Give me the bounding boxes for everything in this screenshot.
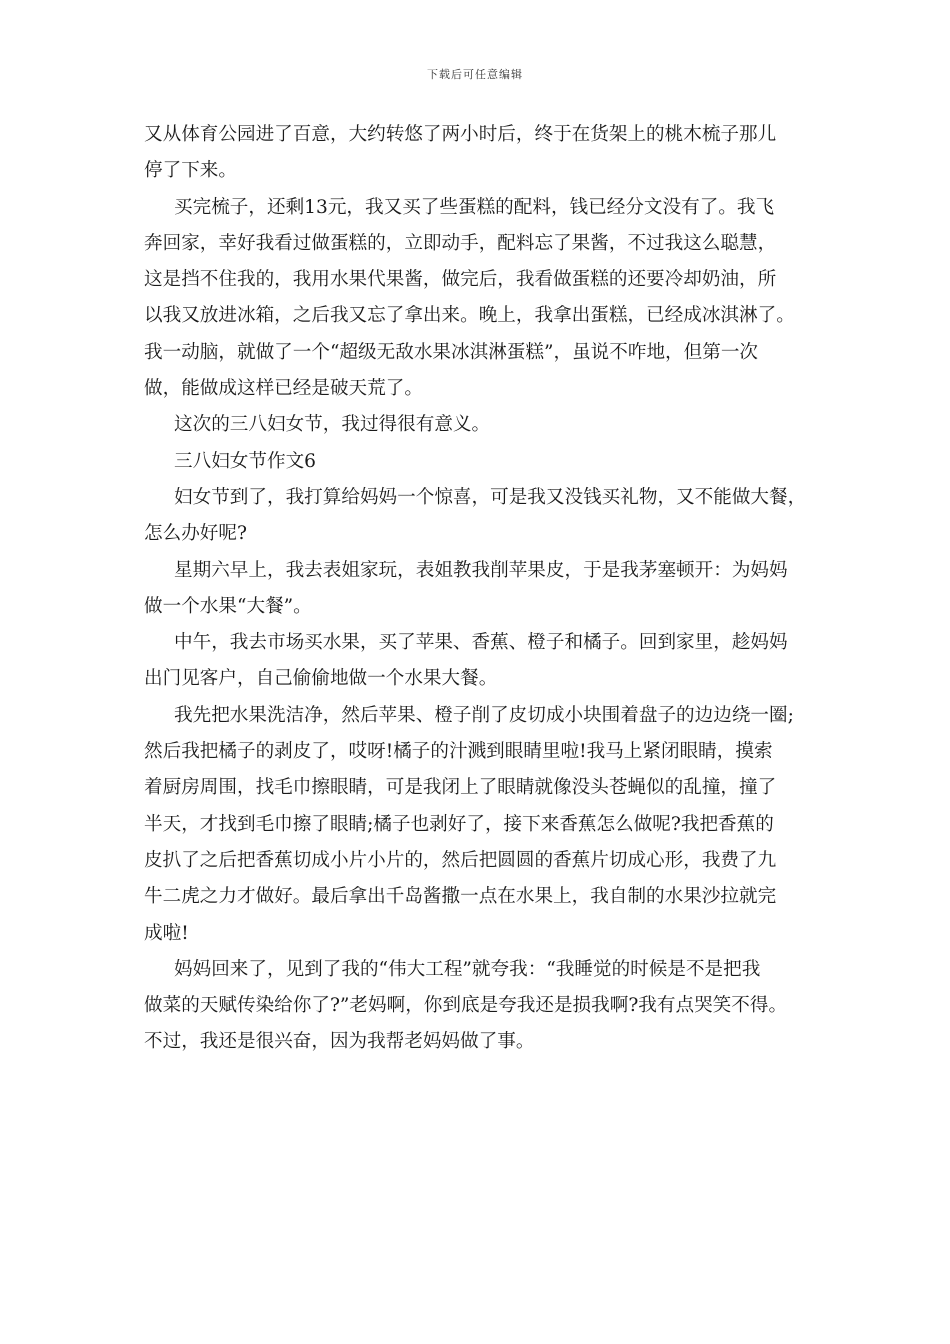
- text-line: 以我又放进冰箱，之后我又忘了拿出来。晚上，我拿出蛋糕，已经成冰淇淋了。: [144, 305, 795, 327]
- text-line: 牛二虎之力才做好。最后拿出千岛酱撒一点在水果上，我自制的水果沙拉就完: [144, 886, 777, 908]
- text-line: 妈妈回来了，见到了我的“伟大工程”就夸我：“我睡觉的时候是不是把我: [174, 958, 761, 980]
- text-line: 这是挡不住我的，我用水果代果酱，做完后，我看做蛋糕的还要冷却奶油，所: [144, 269, 777, 291]
- text-line: 然后我把橘子的剥皮了，哎呀!橘子的汁溅到眼睛里啦!我马上紧闭眼睛，摸索: [144, 741, 773, 763]
- text-line: 着厨房周围，找毛巾擦眼睛，可是我闭上了眼睛就像没头苍蝇似的乱撞，撞了: [144, 777, 777, 799]
- text-line: 这次的三八妇女节，我过得很有意义。: [174, 414, 491, 436]
- text-line: 奔回家，幸好我看过做蛋糕的，立即动手，配料忘了果酱，不过我这么聪慧，: [144, 232, 777, 254]
- text-line: 妇女节到了，我打算给妈妈一个惊喜，可是我又没钱买礼物，又不能做大餐，: [174, 486, 807, 508]
- text-line: 我一动脑，就做了一个“超级无敌水果冰淇淋蛋糕”，虽说不咋地，但第一次: [144, 341, 759, 363]
- text-line: 怎么办好呢?: [144, 523, 247, 545]
- text-line: 做，能做成这样已经是破天荒了。: [144, 378, 423, 400]
- text-line: 做菜的天赋传染给你了?”老妈啊，你到底是夸我还是损我啊?我有点哭笑不得。: [144, 995, 788, 1017]
- text-line: 半天，才找到毛巾擦了眼睛;橘子也剥好了，接下来香蕉怎么做呢?我把香蕉的: [144, 813, 774, 835]
- text-line: 我先把水果洗洁净，然后苹果、橙子削了皮切成小块围着盘子的边边绕一圈;: [174, 704, 794, 726]
- page-header: 下载后可任意编辑: [427, 68, 523, 81]
- text-line: 中午，我去市场买水果，买了苹果、香蕉、橙子和橘子。回到家里，趁妈妈: [174, 632, 788, 654]
- text-line: 停了下来。: [144, 160, 237, 182]
- text-line: 买完梳子，还剩13元，我又买了些蛋糕的配料，钱已经分文没有了。我飞: [174, 196, 775, 218]
- text-line: 三八妇女节作文6: [174, 450, 316, 472]
- text-line: 不过，我还是很兴奋，因为我帮老妈妈做了事。: [144, 1031, 535, 1053]
- document-body: [144, 117, 816, 1061]
- text-line: 皮扒了之后把香蕉切成小片小片的，然后把圆圆的香蕉片切成心形，我费了九: [144, 849, 777, 871]
- text-line: 出门见客户，自己偷偷地做一个水果大餐。: [144, 668, 498, 690]
- text-line: 又从体育公园进了百意，大约转悠了两小时后，终于在货架上的桃木梳子那儿: [144, 124, 777, 145]
- text-line: 做一个水果“大餐”。: [144, 595, 312, 617]
- text-line: 星期六早上，我去表姐家玩，表姐教我削苹果皮，于是我茅塞顿开：为妈妈: [174, 559, 788, 581]
- text-line: 成啦!: [144, 922, 189, 944]
